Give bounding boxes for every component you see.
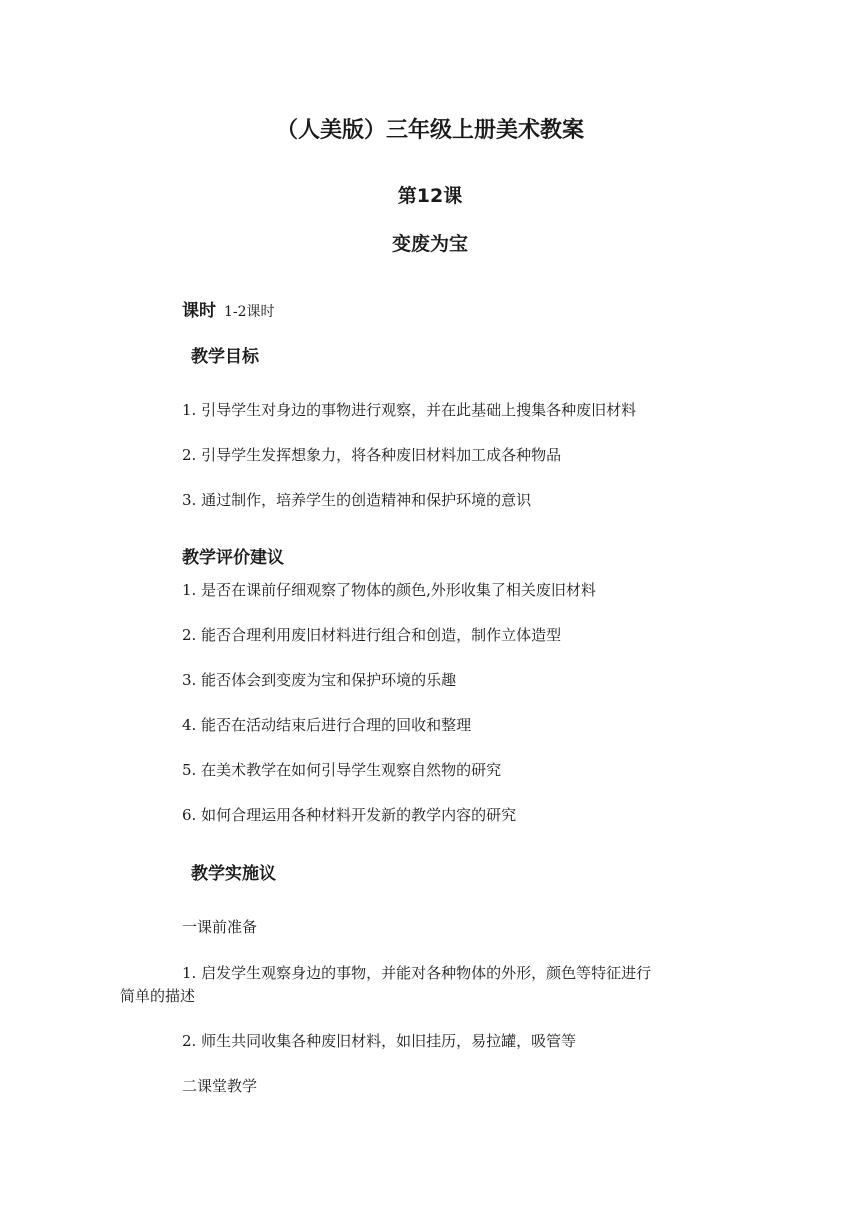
evaluation-item: 6. 如何合理运用各种材料开发新的教学内容的研究 (182, 806, 517, 824)
class-hours-label: 课时 (182, 301, 216, 321)
lesson-name: 变废为宝 (391, 233, 468, 255)
evaluation-item: 4. 能否在活动结束后进行合理的回收和整理 (182, 716, 472, 734)
evaluation-item: 2. 能否合理利用废旧材料进行组合和创造，制作立体造型 (182, 626, 562, 644)
objectives-heading: 教学目标 (191, 347, 259, 367)
class-hours-row (182, 296, 275, 321)
evaluation-item: 3. 能否体会到变废为宝和保护环境的乐趣 (182, 671, 457, 689)
prep-item-line: 1. 启发学生观察身边的事物，并能对各种物体的外形，颜色等特征进行 (182, 964, 652, 982)
class-hours-value: 1-2课时 (224, 304, 275, 320)
document-title: （人美版）三年级上册美术教案 (275, 118, 584, 143)
objective-item: 2. 引导学生发挥想象力，将各种废旧材料加工成各种物品 (182, 446, 562, 464)
objective-item: 1. 引导学生对身边的事物进行观察，并在此基础上搜集各种废旧材料 (182, 401, 637, 419)
evaluation-heading: 教学评价建议 (182, 548, 284, 568)
objective-item: 3. 通过制作，培养学生的创造精神和保护环境的意识 (182, 491, 532, 509)
prep-item: 2. 师生共同收集各种废旧材料，如旧挂历，易拉罐，吸管等 (182, 1032, 577, 1050)
implementation-heading: 教学实施议 (191, 864, 276, 884)
evaluation-item: 5. 在美术教学在如何引导学生观察自然物的研究 (182, 761, 502, 779)
prep-heading: 一课前准备 (182, 918, 258, 936)
lesson-number: 第12课 (397, 185, 463, 207)
class-teaching-heading: 二课堂教学 (182, 1077, 258, 1095)
evaluation-item: 1. 是否在课前仔细观察了物体的颜色,外形收集了相关废旧材料 (182, 581, 596, 599)
prep-item-line: 简单的描述 (120, 987, 196, 1005)
